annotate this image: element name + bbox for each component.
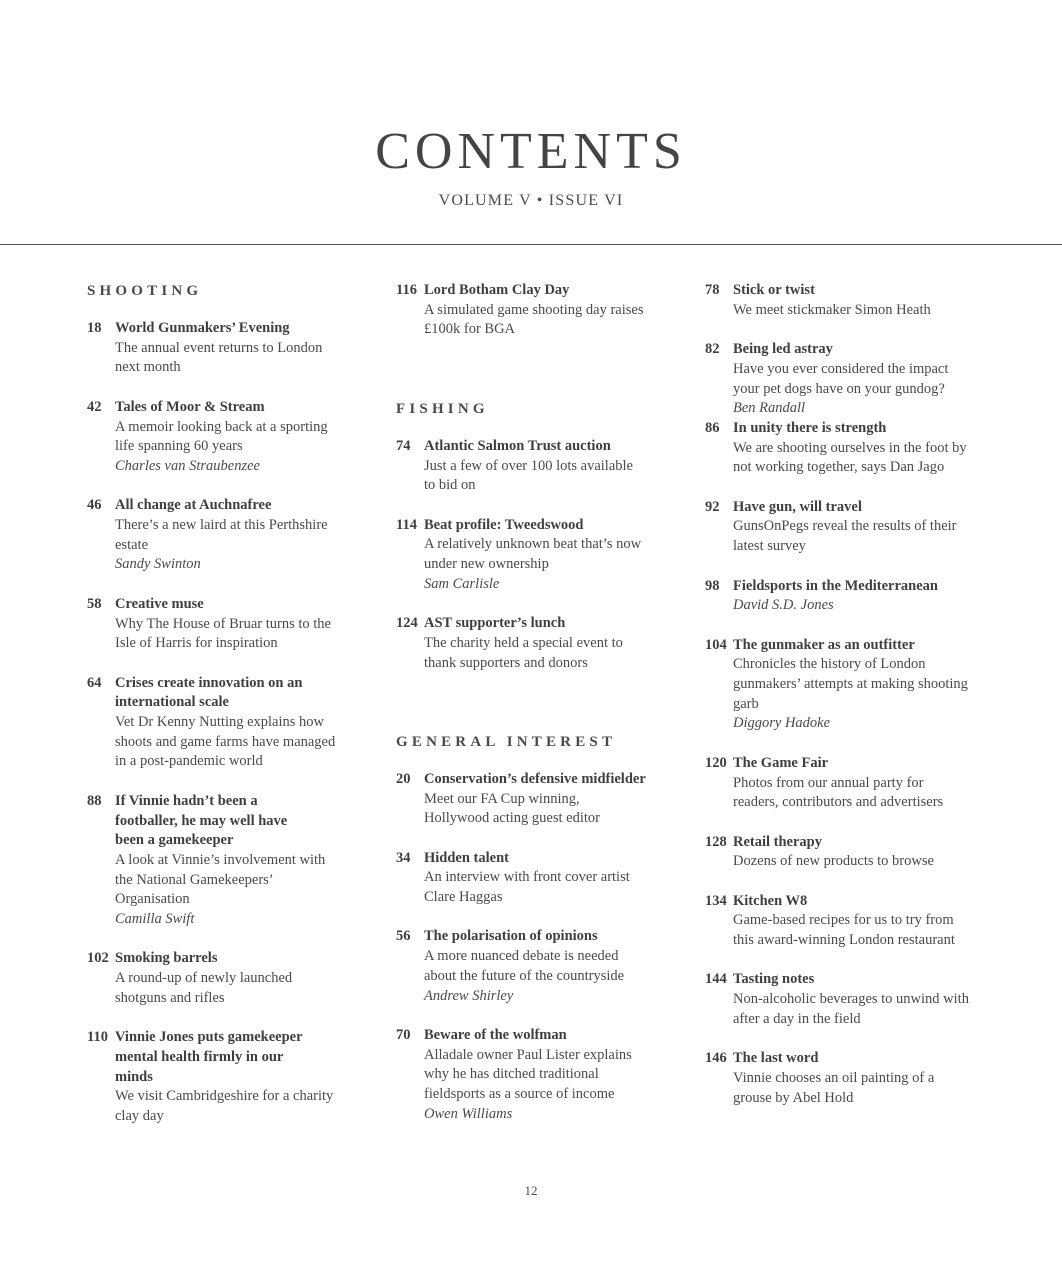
toc-entry[interactable] bbox=[87, 496, 387, 575]
entry-page-number: 146 bbox=[705, 1050, 727, 1067]
entry-title: The polarisation of opinions bbox=[424, 928, 598, 945]
entry-description: We visit Cambridgeshire for a charity clay day bbox=[115, 1088, 334, 1125]
entry-title: Kitchen W8 bbox=[733, 892, 808, 909]
entry-page-number: 128 bbox=[705, 833, 727, 850]
entry-title: The gunmaker as an outfitter bbox=[733, 636, 915, 653]
toc-entry[interactable] bbox=[87, 674, 387, 773]
entry-page-number: 34 bbox=[396, 849, 411, 866]
entry-author: Andrew Shirley bbox=[424, 987, 514, 1004]
entry-page-number: 82 bbox=[705, 341, 720, 358]
entry-page-number: 144 bbox=[705, 971, 727, 988]
entry-description: We meet stickmaker Simon Heath bbox=[733, 301, 931, 318]
entry-page-number: 124 bbox=[396, 615, 418, 632]
section-spacer bbox=[396, 693, 696, 732]
entry-description: Have you ever considered the impact your pet dogs have on your gundog? bbox=[733, 360, 949, 397]
entry-description: A relatively unknown beat that’s now under new ownership bbox=[424, 536, 642, 572]
toc-entry[interactable] bbox=[87, 595, 387, 654]
toc-entry[interactable] bbox=[87, 398, 387, 477]
entry-heading bbox=[396, 516, 696, 536]
entry-heading bbox=[705, 892, 1025, 912]
entry-author: Charles van Straubenzee bbox=[115, 457, 260, 474]
entry-title: The last word bbox=[733, 1050, 819, 1067]
entry-page-number: 78 bbox=[705, 282, 720, 298]
entry-page-number: 116 bbox=[396, 282, 417, 298]
entry-description: Photos from our annual party for readers, contributors and advertisers bbox=[733, 774, 944, 811]
entry-page-number: 64 bbox=[87, 674, 102, 691]
section-heading-general-interest: GENERAL INTEREST bbox=[396, 733, 617, 750]
entry-heading bbox=[87, 1028, 387, 1087]
entry-page-number: 120 bbox=[705, 754, 727, 771]
toc-entry[interactable] bbox=[705, 636, 1025, 735]
toc-entry[interactable] bbox=[87, 792, 387, 930]
toc-entry[interactable] bbox=[705, 833, 1025, 872]
entry-page-number: 56 bbox=[396, 928, 411, 945]
entry-heading bbox=[705, 498, 1025, 518]
toc-entry[interactable] bbox=[87, 1028, 387, 1127]
entry-description: A simulated game shooting day raises £100k for BGA bbox=[424, 301, 644, 338]
entry-page-number: 20 bbox=[396, 770, 411, 787]
entry-title: Lord Botham Clay Day bbox=[424, 282, 570, 298]
entry-description: Chronicles the history of London gunmakers’ attempts at making shooting garb bbox=[733, 656, 968, 712]
entry-title: Retail therapy bbox=[733, 833, 822, 850]
entry-title: All change at Auchnafree bbox=[115, 497, 272, 514]
toc-entry[interactable] bbox=[396, 770, 696, 829]
entry-page-number: 86 bbox=[705, 419, 720, 436]
entry-description: Non-alcoholic beverages to unwind with after a day in the field bbox=[733, 991, 969, 1027]
entry-title: Vinnie Jones puts gamekeeper mental health firmly in our minds bbox=[115, 1029, 303, 1085]
entry-title: Have gun, will travel bbox=[733, 498, 862, 515]
entry-description: A round-up of newly launched shotguns and rifles bbox=[115, 970, 293, 1006]
entry-page-number: 46 bbox=[87, 497, 102, 514]
toc-entry[interactable] bbox=[705, 281, 1025, 320]
entry-heading bbox=[87, 398, 387, 418]
toc-entry[interactable] bbox=[705, 577, 1025, 616]
toc-entry[interactable] bbox=[396, 516, 696, 595]
entry-title: Fieldsports in the Mediterranean bbox=[733, 577, 938, 594]
toc-entry[interactable] bbox=[396, 614, 696, 673]
section-heading-fishing: FISHING bbox=[396, 400, 489, 417]
entry-page-number: 110 bbox=[87, 1029, 108, 1046]
entry-description: Just a few of over 100 lots available to bid on bbox=[424, 457, 633, 494]
column-1 bbox=[87, 281, 387, 1146]
entry-description: Dozens of new products to browse bbox=[733, 853, 934, 870]
entry-description: Alladale owner Paul Lister explains why he has ditched traditional fieldsports as a source of income bbox=[424, 1046, 632, 1103]
entry-heading bbox=[87, 674, 387, 713]
entry-title: Stick or twist bbox=[733, 282, 815, 298]
entry-page-number: 42 bbox=[87, 398, 102, 415]
entry-title: Beware of the wolfman bbox=[424, 1026, 567, 1043]
toc-entry[interactable] bbox=[87, 949, 387, 1008]
entry-title: If Vinnie hadn’t been a footballer, he may well have been a gamekeeper bbox=[115, 792, 288, 849]
entry-description: GunsOnPegs reveal the results of their latest survey bbox=[733, 518, 957, 555]
entry-description: Meet our FA Cup winning, Hollywood acting guest editor bbox=[424, 790, 600, 827]
entry-heading bbox=[87, 949, 387, 969]
entry-description: A more nuanced debate is needed about the future of the countryside bbox=[424, 948, 625, 984]
entry-title: Atlantic Salmon Trust auction bbox=[424, 437, 611, 454]
toc-entry[interactable] bbox=[705, 1049, 1025, 1108]
entry-author: Ben Randall bbox=[733, 400, 806, 417]
general-entries bbox=[396, 770, 696, 1125]
entry-author: Camilla Swift bbox=[115, 911, 195, 928]
toc-entry[interactable] bbox=[705, 970, 1025, 1029]
entry-title: In unity there is strength bbox=[733, 419, 887, 436]
entry-heading bbox=[396, 614, 696, 634]
entry-description: Game-based recipes for us to try from this award-winning London restaurant bbox=[733, 912, 955, 949]
entry-title: The Game Fair bbox=[733, 754, 829, 771]
entry-title: Crises create innovation on an international scale bbox=[115, 674, 303, 711]
entry-description: A look at Vinnie’s involvement with the National Gamekeepers’ Organisation bbox=[115, 851, 326, 908]
entry-heading bbox=[705, 577, 1025, 597]
entry-description: The annual event returns to London next month bbox=[115, 339, 323, 376]
entry-description: Vet Dr Kenny Nutting explains how shoots and game farms have managed in a post-pandemic world bbox=[115, 714, 336, 770]
section-spacer bbox=[396, 360, 696, 399]
entry-title: Tales of Moor & Stream bbox=[115, 398, 265, 415]
fishing-entries bbox=[396, 437, 696, 673]
entry-heading bbox=[705, 754, 1025, 774]
entry-heading bbox=[705, 281, 1025, 301]
entry-page-number: 114 bbox=[396, 516, 417, 533]
entry-heading bbox=[396, 849, 696, 869]
entry-author: Diggory Hadoke bbox=[733, 715, 831, 732]
entry-title: Conservation’s defensive midfielder bbox=[424, 770, 646, 787]
entry-heading bbox=[396, 1026, 696, 1046]
entry-author: Owen Williams bbox=[424, 1105, 513, 1122]
entry-title: World Gunmakers’ Evening bbox=[115, 320, 290, 336]
entry-description: The charity held a special event to thank supporters and donors bbox=[424, 634, 623, 671]
toc-entry[interactable] bbox=[396, 437, 696, 496]
entry-heading bbox=[705, 833, 1025, 853]
column-3 bbox=[705, 281, 1025, 1128]
entry-page-number: 18 bbox=[87, 320, 102, 336]
issue-subtitle: VOLUME V • ISSUE VI bbox=[438, 192, 624, 209]
entry-page-number: 74 bbox=[396, 437, 411, 454]
entry-title: Tasting notes bbox=[733, 971, 815, 988]
entry-heading bbox=[396, 281, 696, 301]
entry-heading bbox=[87, 595, 387, 615]
entry-title: Hidden talent bbox=[424, 849, 509, 866]
section-heading-shooting: SHOOTING bbox=[87, 283, 203, 299]
toc-entry[interactable] bbox=[396, 281, 696, 340]
entry-heading bbox=[705, 419, 1025, 439]
entry-heading bbox=[705, 340, 1025, 360]
entry-heading bbox=[87, 319, 387, 339]
entry-description: An interview with front cover artist Clare Haggas bbox=[424, 869, 630, 906]
toc-entry[interactable] bbox=[705, 754, 1025, 813]
entry-description: There’s a new laird at this Perthshire estate bbox=[115, 517, 328, 553]
toc-entry[interactable] bbox=[705, 340, 1025, 419]
page-title: CONTENTS bbox=[375, 123, 687, 180]
entry-page-number: 104 bbox=[705, 636, 727, 653]
entry-author: David S.D. Jones bbox=[733, 597, 834, 614]
general-cont-entries bbox=[705, 281, 1025, 1108]
entry-title: Beat profile: Tweedswood bbox=[424, 516, 584, 533]
toc-entry[interactable] bbox=[396, 849, 696, 908]
entry-description: Vinnie chooses an oil painting of a grouse by Abel Hold bbox=[733, 1069, 935, 1106]
entry-title: Being led astray bbox=[733, 341, 833, 358]
entry-page-number: 58 bbox=[87, 595, 102, 612]
entry-title: Creative muse bbox=[115, 595, 204, 612]
page-number: 12 bbox=[524, 1183, 538, 1198]
entry-page-number: 102 bbox=[87, 950, 109, 967]
entry-description: A memoir looking back at a sporting life spanning 60 years bbox=[115, 418, 328, 455]
entry-author: Sam Carlisle bbox=[424, 575, 500, 592]
shooting-cont-entries bbox=[396, 281, 696, 340]
entry-page-number: 92 bbox=[705, 498, 720, 515]
shooting-entries bbox=[87, 319, 387, 1127]
entry-heading bbox=[396, 927, 696, 947]
entry-heading bbox=[396, 437, 696, 457]
entry-title: AST supporter’s lunch bbox=[424, 615, 566, 632]
entry-description: Why The House of Bruar turns to the Isle of Harris for inspiration bbox=[115, 615, 331, 652]
entry-heading bbox=[87, 792, 387, 851]
entry-description: We are shooting ourselves in the foot by not working together, says Dan Jago bbox=[733, 439, 967, 476]
entry-page-number: 98 bbox=[705, 577, 720, 594]
toc-entry[interactable] bbox=[396, 927, 696, 1006]
toc-entry[interactable] bbox=[705, 498, 1025, 557]
toc-entry[interactable] bbox=[396, 1026, 696, 1125]
entry-heading bbox=[705, 1049, 1025, 1069]
entry-heading bbox=[705, 970, 1025, 990]
entry-page-number: 70 bbox=[396, 1026, 411, 1043]
toc-entry[interactable] bbox=[87, 319, 387, 378]
entry-heading bbox=[396, 770, 696, 790]
entry-heading bbox=[705, 636, 1025, 656]
entry-heading bbox=[87, 496, 387, 516]
entry-page-number: 88 bbox=[87, 792, 102, 809]
entry-author: Sandy Swinton bbox=[115, 556, 201, 573]
toc-entry[interactable] bbox=[705, 419, 1025, 478]
toc-entry[interactable] bbox=[705, 892, 1025, 951]
header-divider bbox=[0, 244, 1062, 245]
entry-title: Smoking barrels bbox=[115, 950, 218, 967]
entry-page-number: 134 bbox=[705, 892, 727, 909]
column-2 bbox=[396, 281, 696, 1144]
